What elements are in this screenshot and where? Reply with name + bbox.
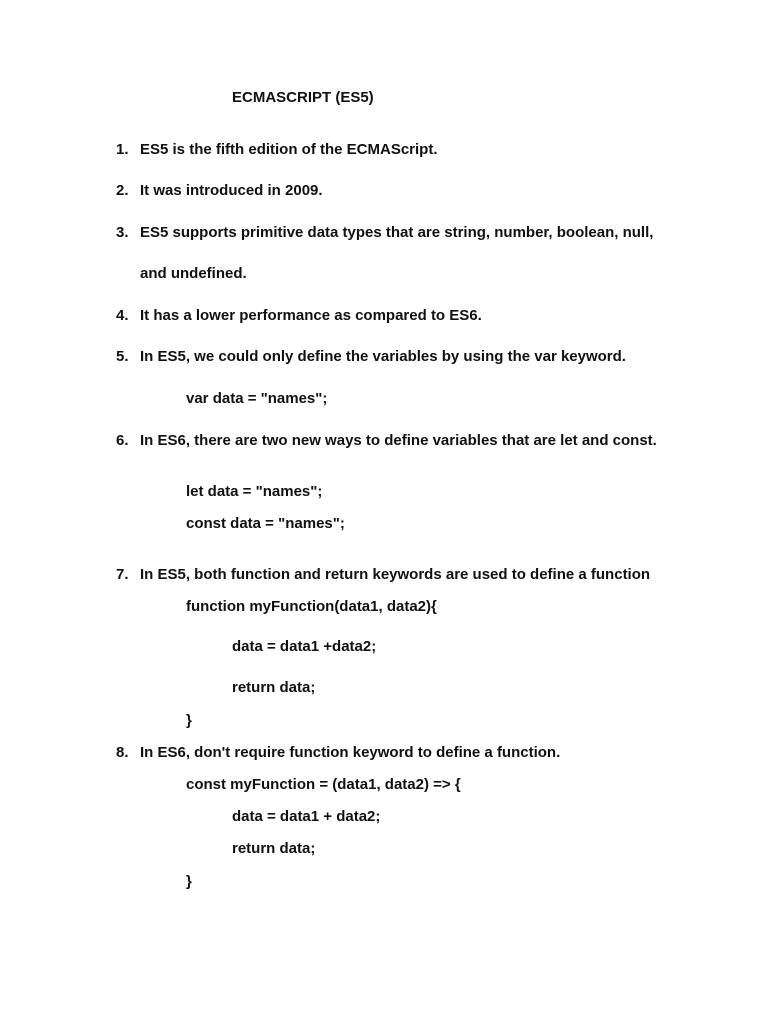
list-item-text: It was introduced in 2009. [140,182,323,199]
document-title: ECMASCRIPT (ES5) [232,89,374,106]
list-item-number: 1. [116,141,129,158]
code-line: return data; [232,840,316,857]
list-item-number: 5. [116,348,129,365]
code-line: function myFunction(data1, data2){ [186,598,437,615]
code-line: } [186,712,192,729]
list-item-text: It has a lower performance as compared to ES6. [140,307,482,324]
list-item-continuation: and undefined. [140,265,247,282]
code-line: const data = "names"; [186,515,345,532]
list-item-text: In ES5, both function and return keywords are used to define a function [140,566,651,583]
list-item-number: 2. [116,182,129,199]
code-line: const myFunction = (data1, data2) => { [186,776,461,793]
code-line: } [186,873,192,890]
list-item-text: In ES5, we could only define the variables by using the var keyword. [140,348,626,365]
list-item-number: 3. [116,224,129,241]
code-line: data = data1 + data2; [232,808,381,825]
code-line: let data = "names"; [186,483,323,500]
list-item-text: ES5 is the fifth edition of the ECMAScript. [140,141,438,158]
code-line: var data = "names"; [186,390,328,407]
list-item-text: In ES6, there are two new ways to define variables that are let and const. [140,432,657,449]
list-item-number: 4. [116,307,129,324]
list-item-text: In ES6, don't require function keyword to define a function. [140,744,561,761]
list-item-number: 7. [116,566,129,583]
code-line: data = data1 +data2; [232,638,377,655]
list-item-number: 8. [116,744,129,761]
code-line: return data; [232,679,316,696]
list-item-number: 6. [116,432,129,449]
list-item-text: ES5 supports primitive data types that are string, number, boolean, null, [140,224,654,241]
